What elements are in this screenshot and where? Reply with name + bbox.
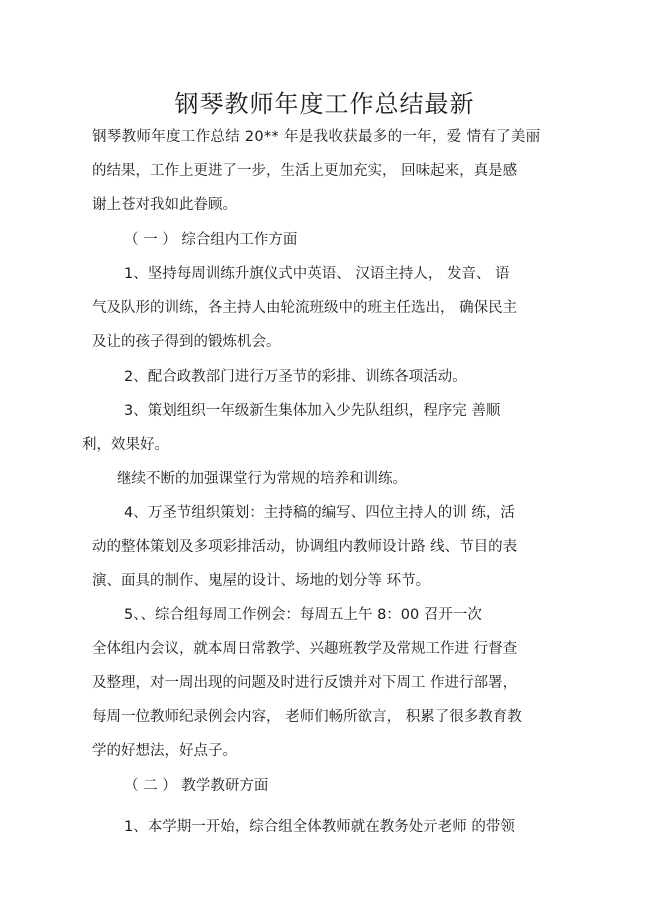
body-line: 谢上苍对我如此眷顾。 <box>92 197 237 213</box>
body-line: 气及队形的训练，各主持人由轮流班级中的班主任选出， 确保民主 <box>92 300 518 316</box>
body-line: 1、坚持每周训练升旗仪式中英语、 汉语主持人， 发音、 语 <box>124 266 510 282</box>
body-line: 学的好想法，好点子。 <box>92 743 237 759</box>
body-line: 5、、综合组每周工作例会：每周五上午 8：00 召开一次 <box>124 607 482 623</box>
section-heading: （ 二 ） 教学教研方面 <box>124 778 269 794</box>
body-line: 继续不断的加强课堂行为常规的培养和训练。 <box>117 471 407 487</box>
body-line: 的结果，工作上更进了一步，生活上更加充实， 回味起来，真是感 <box>92 163 518 179</box>
body-line: 4、万圣节组织策划：主持稿的编写、四位主持人的训 练，活 <box>124 505 515 521</box>
document-title: 钢琴教师年度工作总结最新 <box>174 90 475 118</box>
body-line: 利，效果好。 <box>82 437 169 453</box>
body-line: 及整理，对一周出现的问题及时进行反馈并对下周工 作进行部署， <box>92 675 518 691</box>
body-line: 2、配合政教部门进行万圣节的彩排、训练各项活动。 <box>124 369 467 385</box>
body-line: 全体组内会议，就本周日常教学、兴趣班教学及常规工作进 行督查 <box>92 641 518 657</box>
body-line: 1、本学期一开始，综合组全体教师就在教务处亓老师 的带领 <box>124 819 515 835</box>
body-line: 钢琴教师年度工作总结 20** 年是我收获最多的一年，爱 情有了美丽 <box>92 129 541 145</box>
body-line: 及让的孩子得到的锻炼机会。 <box>92 334 281 350</box>
body-line: 每周一位教师纪录例会内容， 老师们畅所欲言， 积累了很多教育教 <box>92 709 522 725</box>
section-heading: （ 一 ） 综合组内工作方面 <box>124 232 298 248</box>
body-line: 3、策划组织一年级新生集体加入少先队组织，程序完 善顺 <box>124 403 501 419</box>
body-line: 演、面具的制作、鬼屋的设计、场地的划分等 环节。 <box>92 573 431 589</box>
body-line: 动的整体策划及多项彩排活动，协调组内教师设计路 线、节目的表 <box>92 539 518 555</box>
